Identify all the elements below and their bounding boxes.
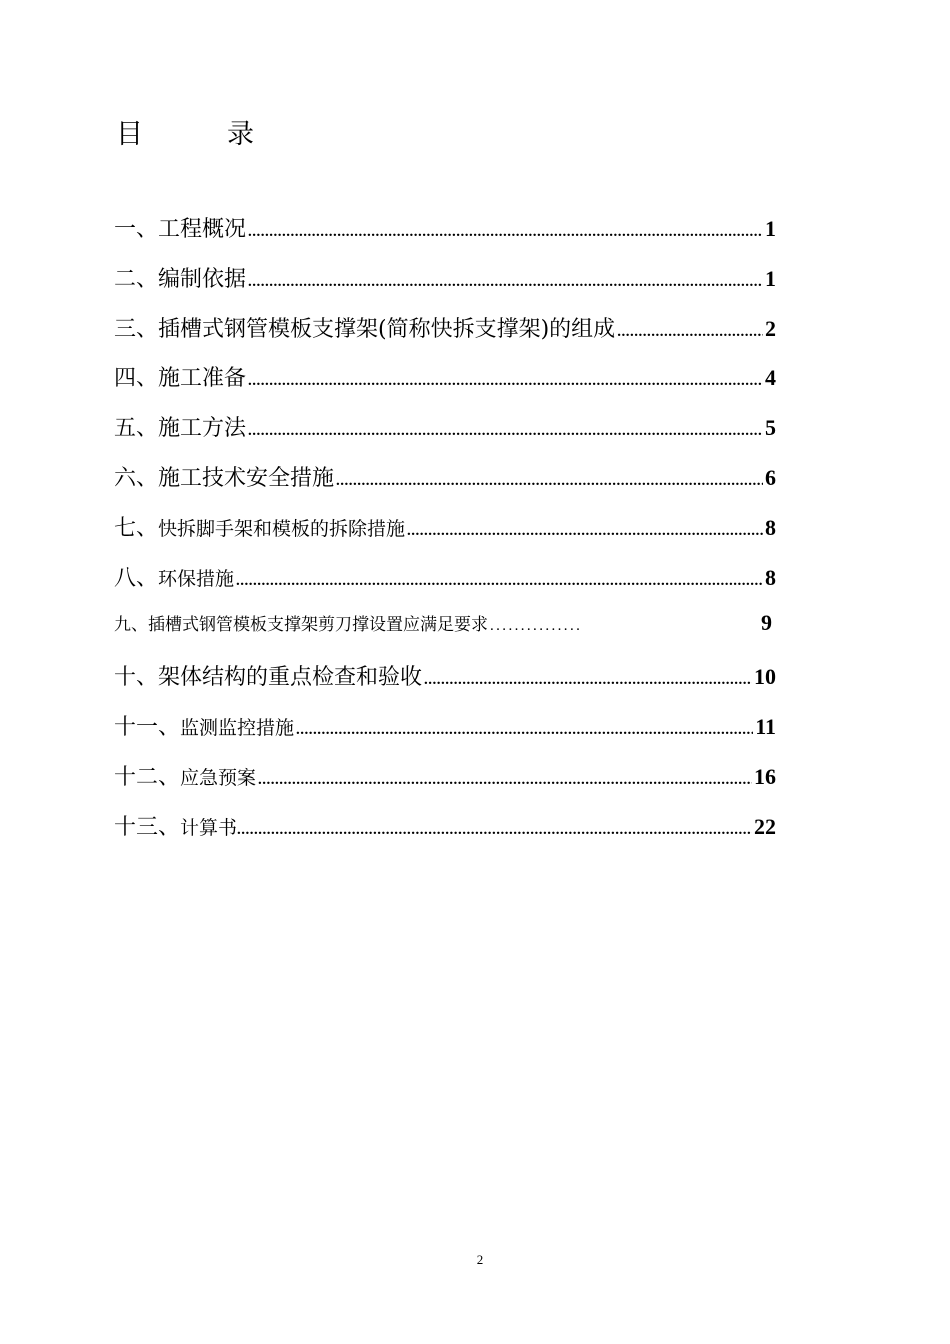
toc-entry-label [114, 760, 256, 791]
toc-entry-label [114, 312, 615, 343]
toc-entry-9[interactable] [114, 610, 776, 660]
toc-entry-6[interactable] [114, 461, 776, 511]
toc-entry-label [114, 610, 488, 635]
toc-entry-text: 插槽式钢管模板支撑架剪刀撑设置应满足要求 [148, 615, 488, 636]
toc-entry-text: 环保措施 [158, 567, 235, 590]
toc-entry-label [114, 561, 234, 592]
toc-entry-3[interactable] [114, 312, 776, 362]
toc-entry-text: 监测监控措施 [180, 716, 295, 739]
toc-entry-page: 1 [765, 216, 776, 241]
toc-entry-12[interactable] [114, 760, 776, 810]
toc-entry-label [114, 411, 246, 442]
toc-entry-text: 插槽式钢管模板支撑架(简称快拆支撑架)的组成 [158, 316, 616, 342]
toc-dot-leader [336, 473, 763, 490]
toc-entry-text: 架体结构的重点检查和验收 [158, 665, 423, 691]
toc-entry-label [114, 212, 246, 243]
toc-entry-4[interactable] [114, 361, 776, 411]
toc-entry-label [114, 361, 246, 392]
toc-entry-number: 八、 [114, 565, 159, 591]
toc-dot-leader [490, 618, 582, 635]
toc-entry-label [114, 810, 237, 841]
toc-entry-number: 十二、 [114, 764, 181, 790]
toc-entry-number: 二、 [114, 266, 159, 292]
toc-entry-page: 4 [765, 365, 776, 391]
toc-entry-text: 编制依据 [158, 266, 247, 292]
toc-entry-page: 8 [765, 564, 776, 590]
toc-dot-leader [248, 423, 763, 440]
toc-dot-leader [296, 722, 753, 739]
toc-entry-text: 快拆脚手架和模板的拆除措施 [158, 517, 406, 540]
toc-entry-number: 十一、 [114, 714, 181, 740]
toc-entry-text: 计算书 [180, 816, 238, 839]
toc-entry-number: 九、 [114, 615, 148, 636]
toc-entry-label [114, 710, 294, 741]
toc-dot-leader [237, 822, 752, 839]
toc-entry-page: 6 [765, 464, 776, 490]
toc-entry-number: 十三、 [114, 814, 181, 840]
toc-entry-page: 22 [754, 813, 776, 839]
toc-entry-number: 六、 [114, 465, 159, 491]
toc-dot-leader [424, 672, 752, 689]
toc-entry-page: 1 [765, 265, 776, 291]
toc-entry-page: 9 [761, 610, 772, 636]
toc-entry-13[interactable] [114, 810, 776, 860]
toc-entry-number: 一、 [114, 217, 159, 242]
toc-dot-leader [236, 573, 763, 590]
toc-entry-7[interactable] [114, 511, 776, 561]
toc-entry-page: 5 [765, 415, 776, 441]
toc-dot-leader [248, 224, 763, 241]
toc-entry-text: 施工方法 [158, 416, 247, 442]
toc-entry-text: 应急预案 [180, 766, 257, 789]
toc-entry-page: 8 [765, 514, 776, 540]
toc-entry-label [114, 461, 334, 492]
toc-entry-text: 施工技术安全措施 [158, 465, 335, 491]
toc-entry-2[interactable] [114, 262, 776, 312]
toc-entry-page: 16 [754, 763, 776, 789]
toc-entry-label [114, 511, 405, 542]
toc-entry-text: 工程概况 [158, 217, 247, 242]
toc-entry-text: 施工准备 [158, 366, 247, 392]
toc-entry-1[interactable] [114, 212, 776, 262]
toc-entry-page: 2 [765, 315, 776, 341]
title-char-1: 目 [116, 119, 143, 150]
toc-entry-11[interactable] [114, 710, 776, 760]
toc-entry-number: 五、 [114, 416, 159, 442]
toc-entry-label [114, 262, 246, 293]
title-char-2: 录 [227, 119, 254, 150]
toc-dot-leader [617, 324, 763, 341]
document-title [116, 112, 254, 151]
toc-entry-label [114, 660, 422, 691]
toc-entry-10[interactable] [114, 660, 776, 710]
toc-dot-leader [258, 772, 752, 789]
toc-entry-8[interactable] [114, 561, 776, 611]
page-number: 2 [476, 1252, 484, 1267]
toc-entry-5[interactable] [114, 411, 776, 461]
toc-entry-page: 10 [754, 664, 776, 690]
toc-dot-leader [248, 274, 763, 291]
toc-entry-number: 三、 [114, 316, 159, 342]
toc-entry-number: 四、 [114, 366, 159, 392]
toc-entry-number: 七、 [114, 515, 159, 541]
toc-dot-leader [407, 523, 763, 540]
toc-entry-number: 十、 [114, 665, 159, 691]
table-of-contents [114, 212, 776, 859]
toc-dot-leader [248, 373, 763, 390]
toc-entry-page: 11 [755, 713, 776, 739]
